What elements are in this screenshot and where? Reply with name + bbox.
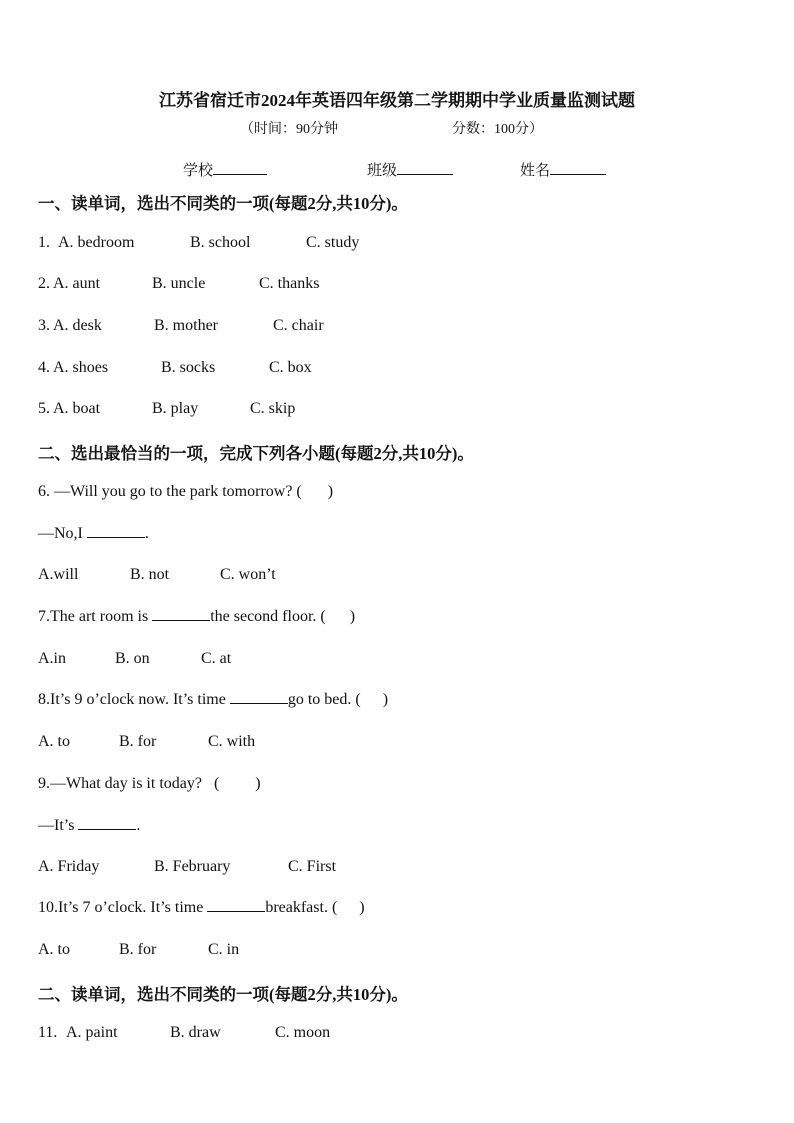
question-9-stem [38, 773, 261, 795]
option-a: A. bedroom [58, 234, 135, 251]
answer-blank [78, 815, 136, 830]
question-10-stem [38, 897, 365, 919]
section-heading-1: 一、读单词，选出不同类的一项(每题2分,共10分)。 [38, 194, 408, 213]
option-a: A. desk [53, 317, 102, 334]
paren-open: ( [213, 775, 220, 792]
paren-close: ) [327, 483, 334, 500]
question-number: 4. [38, 359, 50, 376]
question-text: 7.The art room is [38, 608, 149, 625]
name-field [520, 159, 606, 180]
option-c: C. at [201, 650, 232, 667]
time-label: （时间：90分钟 [240, 122, 338, 137]
option-c: C. moon [275, 1024, 331, 1041]
option-a: A. Friday [38, 858, 100, 875]
paren-close: ) [255, 775, 261, 792]
question-9-reply [38, 815, 140, 837]
option-c: C. thanks [259, 275, 320, 292]
question-number: 1. [38, 234, 50, 251]
option-c: C. First [288, 858, 337, 875]
school-field [183, 159, 267, 180]
option-a: A. to [38, 941, 70, 958]
reply-text: —It’s [38, 817, 75, 834]
paren-close: ) [349, 608, 356, 625]
question-number: 2. [38, 275, 50, 292]
option-b: B. draw [170, 1024, 221, 1041]
answer-blank [230, 689, 288, 704]
option-b: B. for [119, 941, 157, 958]
question-6-reply [38, 523, 149, 545]
class-blank [397, 160, 453, 175]
option-b: B. mother [154, 317, 218, 334]
reply-end: . [144, 525, 149, 542]
option-a: A. to [38, 733, 70, 750]
option-a: A.in [38, 650, 66, 667]
question-text: 10.It’s 7 o’clock. It’s time [38, 899, 204, 916]
school-label: 学校 [183, 163, 214, 179]
option-c: C. chair [273, 317, 324, 334]
option-b: B. socks [161, 359, 216, 376]
option-b: B. for [119, 733, 157, 750]
option-c: C. box [269, 359, 312, 376]
answer-blank [207, 897, 265, 912]
question-text: 8.It’s 9 o’clock now. It’s time [38, 691, 226, 708]
option-c: C. won’t [220, 566, 276, 583]
option-a: A.will [38, 566, 79, 583]
name-label: 姓名 [520, 163, 551, 179]
option-b: B. on [115, 650, 150, 667]
question-number: 3. [38, 317, 50, 334]
paren-close: ) [382, 691, 389, 708]
question-8-stem [38, 689, 388, 711]
class-label: 班级 [367, 163, 398, 179]
exam-title: 江苏省宿迁市2024年英语四年级第二学期期中学业质量监测试题 [159, 91, 635, 110]
option-c: C. study [306, 234, 360, 251]
option-a: A. boat [53, 400, 101, 417]
class-field [367, 159, 453, 180]
option-b: B. play [152, 400, 199, 417]
question-text: 9.—What day is it today? [38, 775, 202, 792]
option-b: B. not [130, 566, 170, 583]
option-a: A. shoes [53, 359, 109, 376]
question-text-end: the second floor. ( [210, 608, 326, 625]
question-text-end: go to bed. ( [287, 691, 361, 708]
option-b: B. school [190, 234, 251, 251]
section-heading-3: 二、读单词，选出不同类的一项(每题2分,共10分)。 [38, 985, 408, 1004]
question-number: 11. [38, 1024, 58, 1041]
answer-blank [87, 523, 145, 538]
option-a: A. paint [66, 1024, 118, 1041]
question-7-stem [38, 606, 355, 628]
option-c: C. with [208, 733, 256, 750]
question-6-stem [38, 481, 333, 503]
option-c: C. skip [250, 400, 296, 417]
question-text: 6. —Will you go to the park tomorrow? ( [38, 483, 302, 500]
option-a: A. aunt [53, 275, 101, 292]
option-b: B. February [154, 858, 231, 875]
name-blank [550, 160, 606, 175]
score-label: 分数：100分） [452, 122, 543, 137]
option-c: C. in [208, 941, 240, 958]
section-heading-2: 二、选出最恰当的一项，完成下列各小题(每题2分,共10分)。 [38, 444, 474, 463]
school-blank [213, 160, 267, 175]
answer-blank [152, 606, 210, 621]
question-text-end: breakfast. ( [265, 899, 338, 916]
option-b: B. uncle [152, 275, 206, 292]
paren-close: ) [359, 899, 365, 916]
reply-end: . [136, 817, 141, 834]
reply-text: —No,I [38, 525, 83, 542]
question-number: 5. [38, 400, 50, 417]
